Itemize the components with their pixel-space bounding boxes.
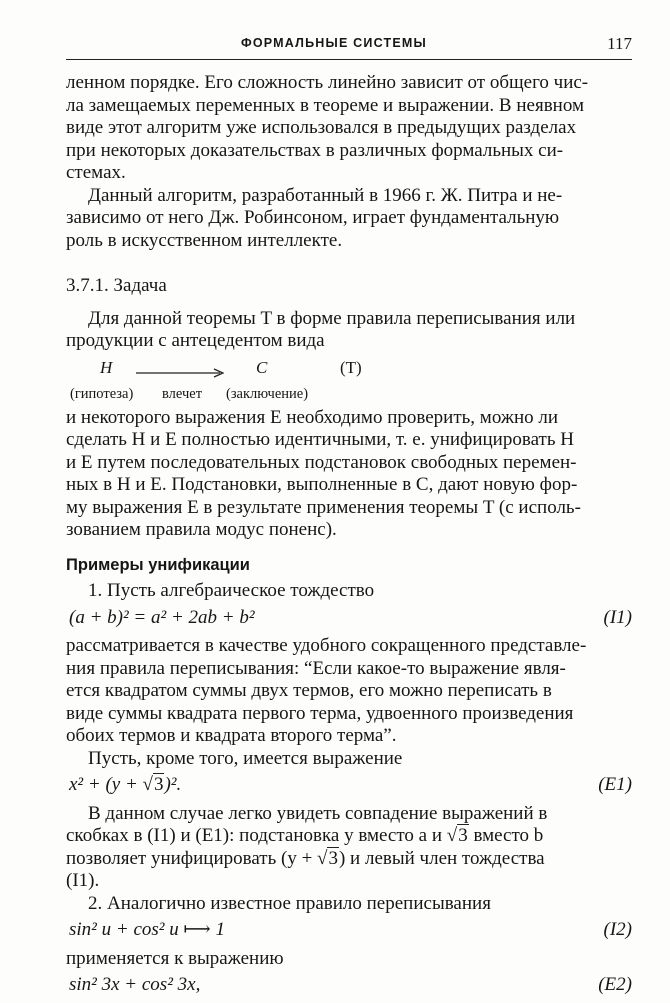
text-line: виде суммы квадрата первого терма, удвоенного произведения [66,702,574,724]
text-line: виде этот алгоритм уже использовался в предыдущих разделах [66,117,577,138]
page-header [66,36,632,58]
text-line: стемах. [66,162,126,183]
text-line: Данный алгоритм, разработанный в 1966 г. Ж. Питра и не- [88,184,563,206]
text-line: и некоторого выражения E необходимо проверить, можно ли [66,406,559,428]
theorem-tag: (T) [340,357,362,377]
formula-e2 [66,974,632,997]
text-line: зованием правила модус поненс). [66,519,337,540]
hypothesis-symbol: H [100,357,113,377]
section-heading: 3.7.1. Задача [66,275,167,296]
text-line: му выражения E в результате применения теоремы T (с исполь- [66,496,581,518]
text-line: скобках в (I1) и (E1): подстановка y вместо a и √3 вместо b [66,825,544,846]
text-line: роль в искусственном интеллекте. [66,229,343,251]
label-implies: влечет [162,385,203,402]
formula-e1 [66,774,632,797]
label-conclusion: (заключение) [226,385,309,402]
paragraph-3 [66,308,632,353]
formula-i2 [66,919,632,942]
page-body [66,72,632,1003]
paragraph-2 [66,185,632,253]
text-line: рассматривается в качестве удобного сокращенного представле- [66,635,587,656]
text-line: ния правила переписывания: “Если какое-то выражение явля- [66,657,566,679]
formula-text: sin² u + cos² u ⟼ 1 [69,919,225,940]
formula-tag: (E1) [598,774,632,795]
text-line: ла замещаемых переменных в теореме и выражении. В неявном [66,94,585,116]
text-line: обоих термов и квадрата второго терма”. [66,725,397,746]
text-line: продукции с антецедентом вида [66,330,325,351]
right-arrow-icon [136,368,224,378]
paragraph-5 [66,635,632,748]
formula-tag: (E2) [598,974,632,995]
formula-i1 [66,607,632,630]
text-line: позволяет унифицировать (y + √3) и левый член тождества [66,847,545,869]
implication-labels [66,381,632,407]
example-1-intro: 1. Пусть алгебраическое тождество [88,580,375,601]
formula-text: sin² 3x + cos² 3x, [69,974,201,995]
page-number: 117 [607,34,632,53]
example-2-intro: 2. Аналогично известное правило переписывания [88,892,491,914]
text-line: ленном порядке. Его сложность линейно зависит от общего чис- [66,72,589,93]
running-title: ФОРМАЛЬНЫЕ СИСТЕМЫ [241,36,427,50]
text-line: сделать H и E полностью идентичными, т. е. унифицировать H [66,429,574,450]
text-line: В данном случае легко увидеть совпадение выражений в [88,802,548,824]
text-line: при некоторых доказательствах в различных формальных си- [66,139,564,161]
paragraph-1 [66,72,632,185]
text-line: ных в H и E. Подстановки, выполненные в C, дают новую фор- [66,474,578,495]
paragraph-7 [66,803,632,893]
text-line: (I1). [66,870,100,891]
text-line: и E путем последовательных подстановок свободных перемен- [66,451,577,473]
subheading: Примеры унификации [66,555,250,574]
formula-text: x² + (y + √3)². [69,774,182,795]
paragraph-4 [66,407,632,542]
formula-text: (a + b)² = a² + 2ab + b² [69,606,255,628]
text-line: Для данной теоремы T в форме правила переписывания или [88,307,576,329]
formula-tag: (I1) [603,606,632,628]
implication-diagram [66,357,632,381]
header-rule [66,59,632,60]
text-line: ется квадратом суммы двух термов, его можно переписать в [66,680,552,701]
conclusion-symbol: C [256,357,268,377]
paragraph-6: Пусть, кроме того, имеется выражение [88,747,403,769]
text-line: зависимо от него Дж. Робинсоном, играет фундаментальную [66,207,560,228]
formula-tag: (I2) [603,919,632,940]
paragraph-8: применяется к выражению [66,947,284,969]
label-hypothesis: (гипотеза) [70,385,134,402]
